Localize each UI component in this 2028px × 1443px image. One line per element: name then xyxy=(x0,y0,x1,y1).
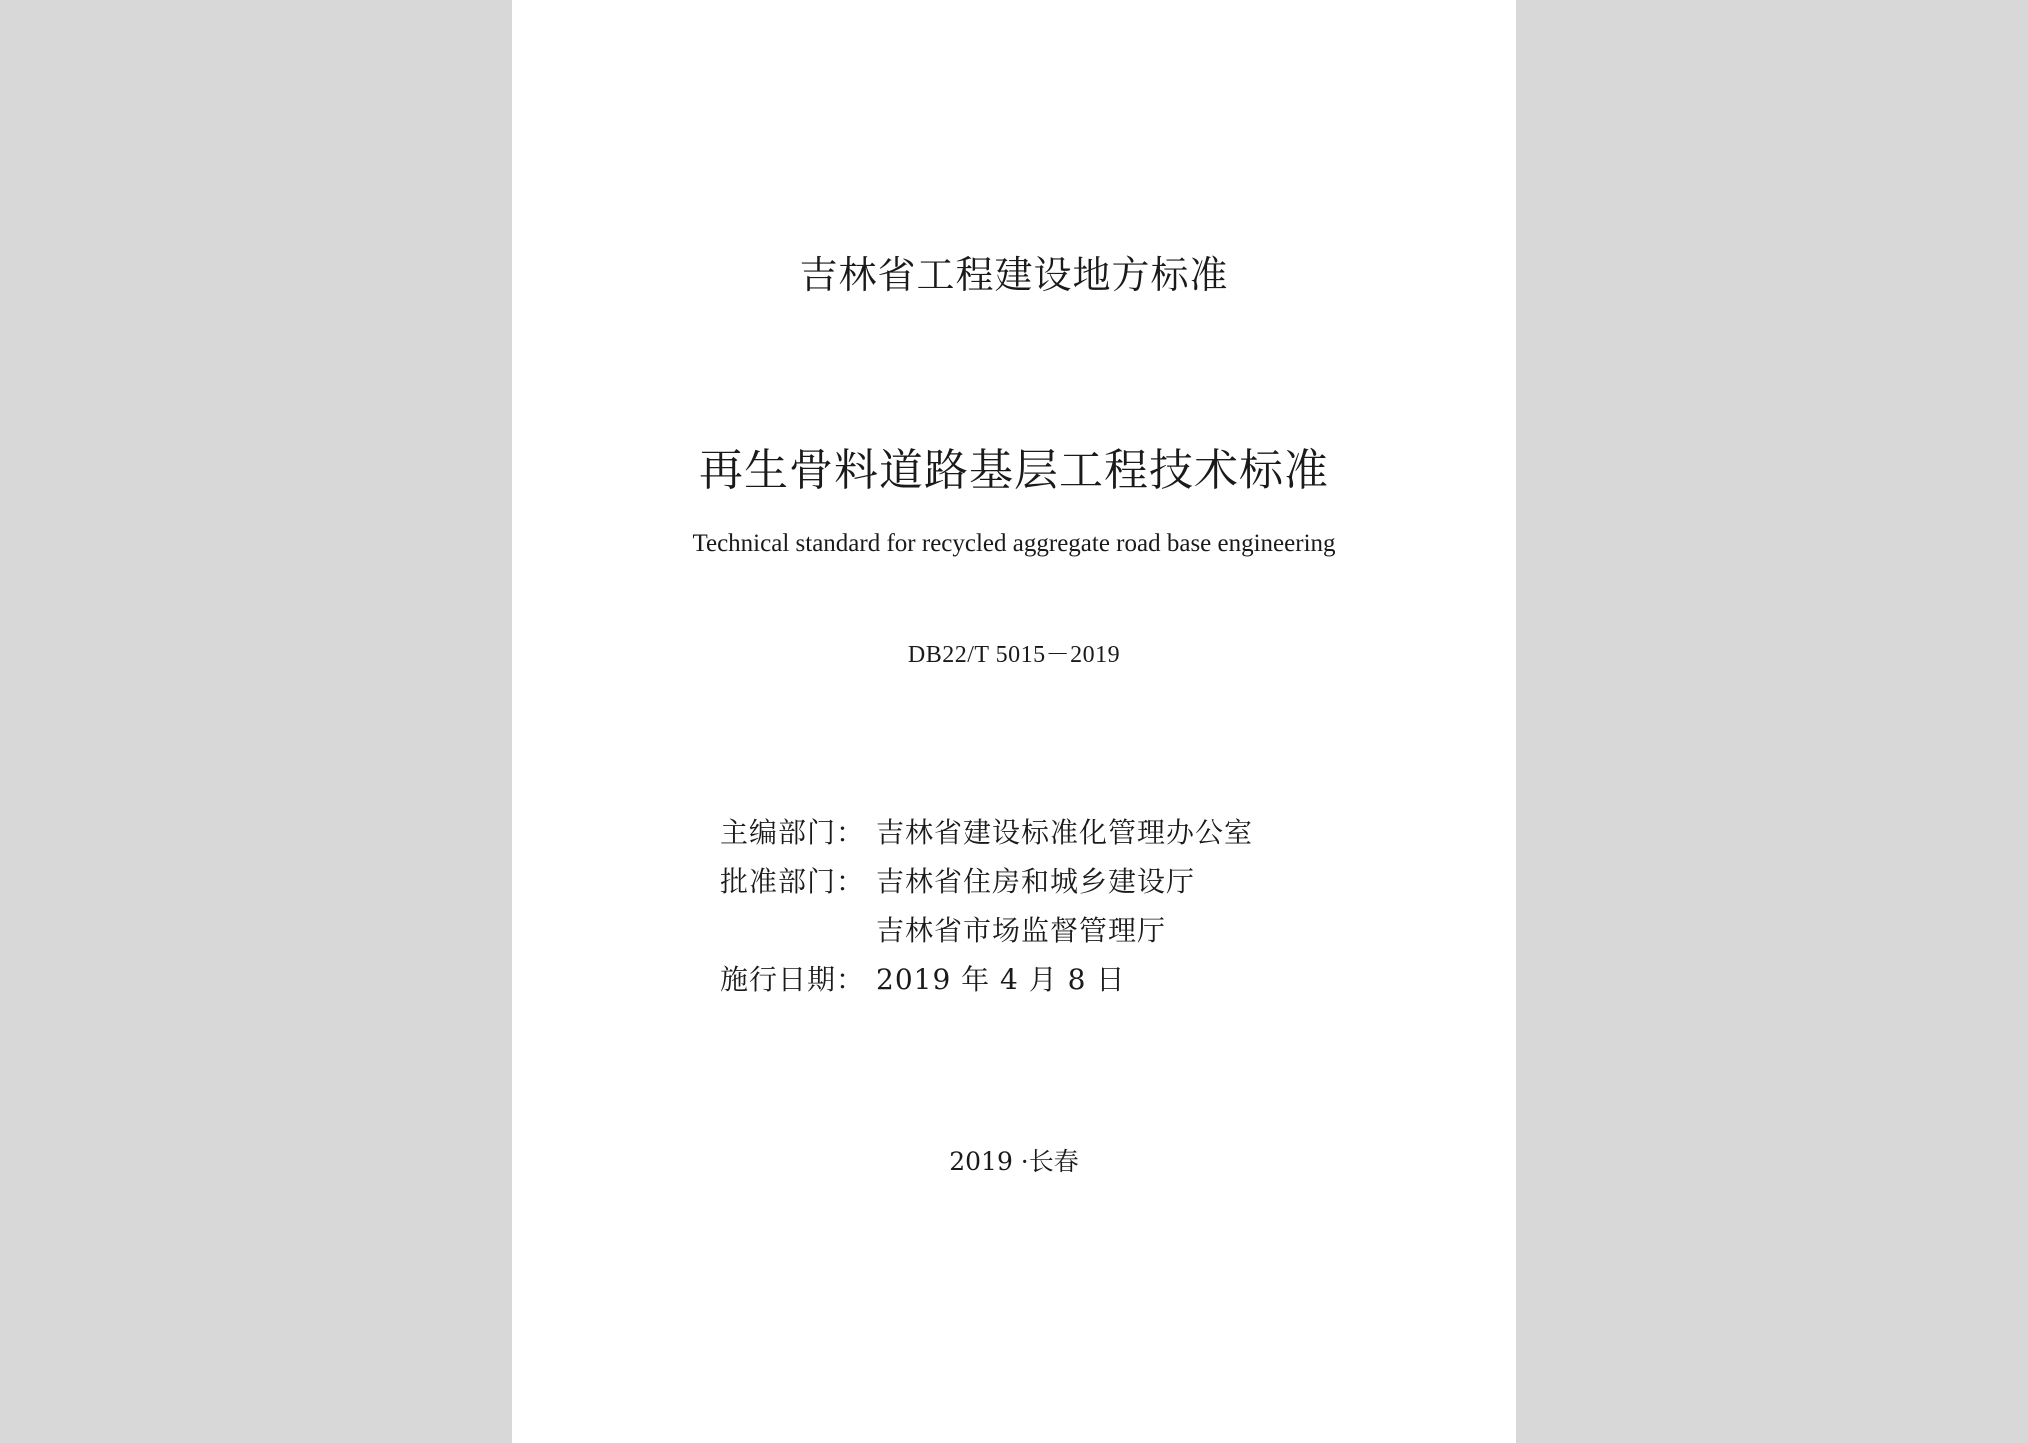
publication-info xyxy=(720,808,1320,1004)
info-value: 吉林省建设标准化管理办公室 xyxy=(876,816,1254,849)
info-value: 吉林省住房和城乡建设厅 xyxy=(876,865,1196,898)
info-label xyxy=(720,906,876,955)
document-english-title: Technical standard for recycled aggregate road base engineering xyxy=(692,530,1336,557)
standard-code: DB22/T 5015－2019 xyxy=(907,642,1121,668)
info-row-approver xyxy=(720,857,1320,906)
document-title: 再生骨料道路基层工程技术标准 xyxy=(699,445,1329,496)
info-value: 吉林省市场监督管理厅 xyxy=(876,914,1167,947)
info-label: 批准部门： xyxy=(720,865,866,898)
info-row-editor xyxy=(720,808,1320,857)
info-row-approver-2 xyxy=(720,906,1320,955)
info-row-effective-date xyxy=(720,955,1320,1004)
info-label: 施行日期： xyxy=(720,963,866,996)
info-label: 主编部门： xyxy=(720,816,866,849)
publication-place-year: 2019 ·长春 xyxy=(949,1147,1079,1176)
document-category-heading: 吉林省工程建设地方标准 xyxy=(799,253,1229,297)
document-page xyxy=(512,0,1516,1443)
info-value: 2019 年 4 月 8 日 xyxy=(876,963,1126,996)
